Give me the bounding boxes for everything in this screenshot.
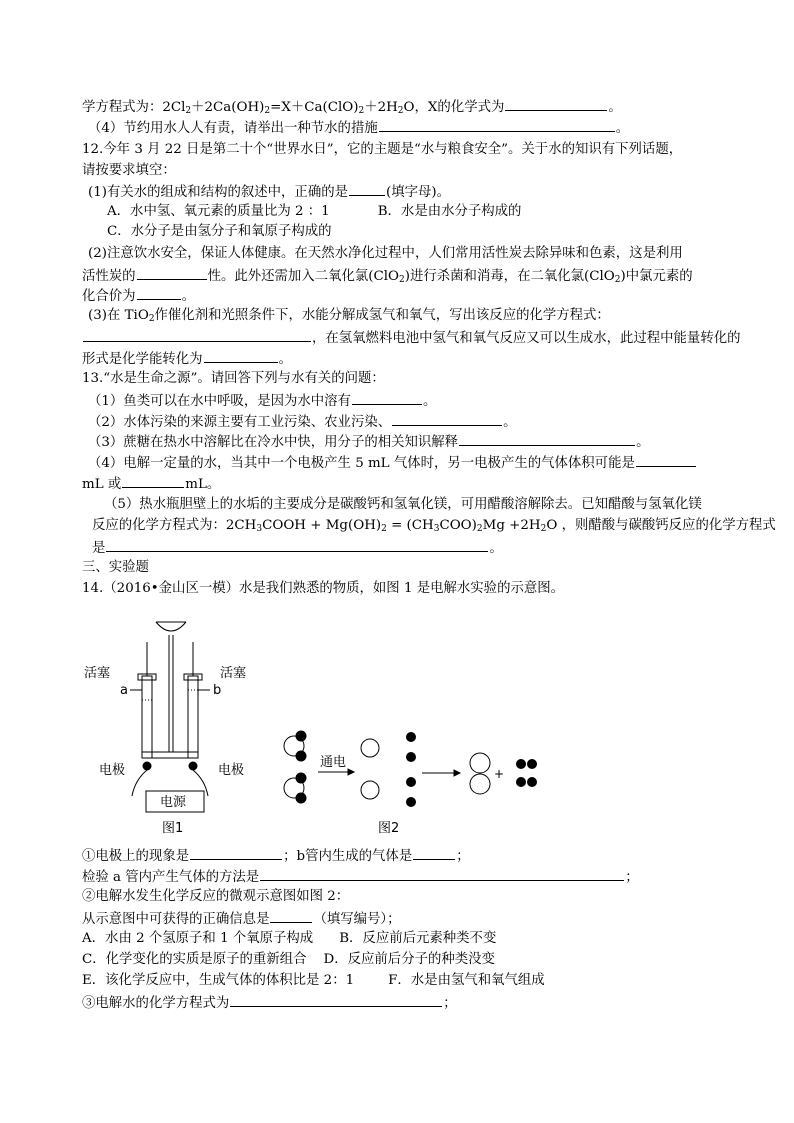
text: 。 — [615, 121, 630, 136]
answer-blank[interactable] — [230, 993, 442, 1007]
text: （1）鱼类可以在水中呼吸，是因为水中溶有 — [88, 394, 351, 409]
answer-blank[interactable] — [106, 538, 488, 552]
option-c: C．化学变化的实质是原子的重新组合 — [82, 952, 307, 967]
text: COOH + Mg(OH) — [262, 518, 382, 533]
oxygen-atom — [284, 778, 304, 798]
q13-part5-line3 — [92, 538, 732, 558]
text: mL。 — [185, 477, 221, 492]
option-a: A．水中氢、氧元素的质量比为 2 ：1 — [107, 204, 330, 219]
subscript: 3 — [256, 524, 263, 534]
q12-part2-line2 — [82, 266, 722, 286]
answer-blank[interactable] — [260, 867, 624, 881]
label-b: b — [213, 683, 222, 698]
text: 。 — [503, 415, 517, 430]
option-e: E．该化学反应中，生成气体的体积比是 2：1 — [82, 973, 355, 988]
figure2-caption: 图2 — [378, 821, 400, 836]
wire-right — [193, 770, 208, 796]
q12-option-c: C．水分子是由氢分子和氧原子构成的 — [107, 224, 332, 239]
text: ； — [443, 996, 457, 1011]
subscript: 2 — [397, 106, 404, 116]
q14-options-ef — [82, 972, 722, 990]
arrow-head — [454, 770, 460, 776]
q12-part3-line2 — [82, 328, 741, 348]
q12-instruction: 请按要求填空： — [82, 163, 176, 178]
text: mL 或 — [82, 477, 122, 492]
oxygen-atom — [361, 781, 379, 799]
text: （填写编号）； — [313, 912, 401, 927]
label-a: a — [120, 683, 128, 698]
q14-options-cd — [82, 951, 722, 969]
q13-intro: 13.“水是生命之源”。请回答下列与水有关的问题： — [82, 371, 385, 386]
hydrogen-atom — [296, 731, 306, 741]
text: 活性炭的 — [82, 269, 136, 284]
text: ③电解水的化学方程式为 — [82, 996, 230, 1011]
subscript: 2 — [476, 524, 483, 534]
hydrogen-atom — [296, 793, 306, 803]
answer-blank[interactable] — [137, 286, 181, 300]
answer-blank[interactable] — [459, 432, 635, 446]
text: 学方程式为：2Cl — [82, 100, 186, 115]
text: 性。此外还需加入二氧化氯(ClO — [207, 269, 399, 284]
hydrogen-molecule-atom — [528, 778, 537, 787]
text: 从示意图中可获得的正确信息是 — [82, 912, 270, 927]
text: )进行杀菌和消毒，在二氧化氯(ClO — [404, 269, 615, 284]
answer-blank[interactable] — [204, 349, 278, 363]
oxygen-molecule-atom — [470, 753, 490, 773]
text: O，X的化学式为 — [403, 100, 505, 115]
answer-blank[interactable] — [505, 97, 607, 111]
answer-blank[interactable] — [137, 266, 207, 280]
figure2-plus: + — [494, 767, 505, 781]
q12-part3 — [88, 307, 728, 325]
label-left-valve: 活塞 — [84, 666, 111, 681]
text: （3）蔗糖在热水中溶解比在冷水中快，用分子的相关知识解释 — [88, 435, 459, 450]
text: ；b管内生成的气体是 — [283, 849, 413, 864]
figure2-molecules — [284, 731, 537, 807]
q13-part4-line2 — [82, 474, 722, 494]
text: 形式是化学能转化为 — [82, 352, 203, 367]
q14-part1-line2 — [82, 867, 722, 887]
q14-part3 — [82, 993, 722, 1013]
text: =X＋Ca(ClO) — [270, 100, 359, 115]
label-left-electrode: 电极 — [99, 763, 126, 778]
line-water-saving — [88, 118, 728, 138]
q13-part3 — [88, 432, 728, 452]
answer-blank[interactable] — [349, 182, 385, 196]
text: 反应的化学方程式为：2CH — [92, 518, 257, 533]
q12-part3-line3 — [82, 349, 722, 369]
figure1-caption: 图1 — [162, 821, 184, 836]
text: ＋2Ca(OH) — [191, 100, 265, 115]
subscript: 2 — [264, 106, 271, 116]
text: 。 — [422, 394, 437, 409]
text: （4）电解一定量的水，当其中一个电极产生 5 mL 气体时，另一电极产生的气体体积可能是 — [88, 456, 635, 471]
q13-part2 — [88, 412, 728, 432]
answer-blank[interactable] — [636, 453, 696, 467]
oxygen-molecule-atom — [470, 774, 490, 794]
option-b: B．反应前后元素种类不变 — [339, 931, 497, 946]
subscript: 2 — [358, 106, 365, 116]
q14-part2: ②电解水发生化学反应的微观示意图如图 2： — [82, 889, 350, 904]
option-b: B．水是由水分子构成的 — [377, 204, 522, 219]
hydrogen-atom — [296, 751, 306, 761]
answer-blank[interactable] — [190, 846, 282, 860]
q14-part2-line2 — [82, 909, 722, 929]
text: (3)在 TiO — [88, 308, 149, 323]
text: （2）水体污染的来源主要有工业污染、农业污染、 — [88, 415, 392, 430]
text: (填字母)。 — [386, 185, 451, 200]
tube-a — [142, 676, 152, 758]
oxygen-atom — [361, 739, 379, 757]
answer-blank[interactable] — [83, 328, 311, 342]
text: )中氯元素的 — [620, 269, 693, 284]
hydrogen-atom — [296, 773, 306, 783]
answer-blank[interactable] — [270, 909, 312, 923]
text: 检验 a 管内产生气体的方法是 — [82, 870, 260, 885]
q13-part4 — [88, 453, 728, 473]
hydrogen-molecule-atom — [528, 760, 537, 769]
text: ＋2H — [364, 100, 398, 115]
q12-part2: (2)注意饮水安全，保证人体健康。在天然水净化过程中，人们常用活性炭去除异味和色素，这是利用 — [88, 246, 683, 261]
text: ； — [625, 870, 639, 885]
subscript: 2 — [398, 275, 405, 285]
electrode-left — [143, 762, 151, 770]
text: COO) — [439, 518, 477, 533]
valve-b — [184, 674, 202, 680]
answer-blank[interactable] — [379, 118, 615, 132]
text: 。 — [181, 289, 195, 304]
q13-part1 — [88, 391, 728, 411]
tube-b — [188, 676, 198, 758]
answer-blank[interactable] — [392, 412, 502, 426]
label-right-valve: 活塞 — [220, 666, 247, 681]
text: O ，则醋酸与碳酸钙反应的化学方程式 — [546, 518, 776, 533]
power-supply-box — [146, 791, 204, 812]
hydrogen-atom — [407, 778, 416, 787]
text: 作催化剂和光照条件下，水能分解成氢气和氧气，写出该反应的化学方程式： — [154, 308, 610, 323]
text: ； — [456, 849, 470, 864]
q13-part5: （5）热水瓶胆壁上的水垢的主要成分是碳酸钙和氢氧化镁，可用醋酸溶解除去。已知醋酸与氢氧化镁 — [104, 497, 702, 512]
hydrogen-atom — [407, 753, 416, 762]
subscript: 2 — [148, 314, 155, 324]
subscript: 2 — [614, 275, 621, 285]
subscript: 3 — [433, 524, 440, 534]
text: 是 — [92, 541, 106, 556]
electrode-right — [189, 762, 197, 770]
q14-options-ab — [82, 930, 722, 948]
text: ，在氢氧燃料电池中氢气和氧气反应又可以生成水，此过程中能量转化的 — [312, 331, 741, 346]
hydrogen-molecule-atom — [517, 760, 526, 769]
text: 。 — [608, 100, 622, 115]
hydrogen-atom — [407, 798, 416, 807]
subscript: 2 — [381, 524, 387, 534]
answer-blank[interactable] — [413, 846, 455, 860]
hydrogen-molecule-atom — [517, 778, 526, 787]
text: Mg +2H — [482, 518, 541, 533]
answer-blank[interactable] — [122, 474, 184, 488]
q14-intro: 14.（2016•金山区一模）水是我们熟悉的物质，如图 1 是电解水实验的示意图。 — [82, 581, 565, 596]
text: 化合价为 — [82, 289, 136, 304]
label-right-electrode: 电极 — [218, 763, 245, 778]
subscript: 2 — [185, 106, 192, 116]
option-d: D．反应前后分子的种类没变 — [323, 952, 495, 967]
figure2-arrow-label: 通电 — [320, 755, 347, 770]
q14-part1 — [82, 846, 722, 866]
connecting-tube — [142, 752, 198, 758]
q12-options-ab — [107, 203, 747, 221]
option-f: F．水是由氢气和氧气组成 — [388, 973, 545, 988]
valve-a — [138, 674, 156, 680]
hydrogen-atom — [407, 733, 416, 742]
text: 。 — [278, 352, 292, 367]
reservoir-bulb — [156, 622, 186, 631]
text: 。 — [489, 541, 503, 556]
option-a: A．水由 2 个氢原子和 1 个氧原子构成 — [82, 931, 314, 946]
label-power: 电源 — [160, 795, 187, 810]
q12-part2-line3 — [82, 286, 722, 306]
section-heading-experiment: 三、实验题 — [82, 560, 149, 575]
q12-part1 — [88, 182, 728, 202]
text: (1)有关水的组成和结构的叙述中，正确的是 — [88, 185, 348, 200]
line-equation-x — [82, 97, 722, 117]
arrow-head — [348, 769, 354, 775]
q13-part5-line2 — [92, 517, 776, 535]
answer-blank[interactable] — [352, 391, 422, 405]
q12-intro: 12.今年 3 月 22 日是第二十个“世界水日”，它的主题是“水与粮食安全”。关于水的知识有下列话题， — [82, 142, 683, 157]
oxygen-atom — [284, 736, 304, 756]
text: ①电极上的现象是 — [82, 849, 190, 864]
text: 。 — [636, 435, 650, 450]
text: = (CH — [386, 518, 434, 533]
wire-left — [132, 770, 147, 796]
subscript: 2 — [540, 524, 547, 534]
figure1-apparatus — [130, 622, 210, 812]
text: （4）节约用水人人有责，请举出一种节水的措施 — [88, 121, 378, 136]
